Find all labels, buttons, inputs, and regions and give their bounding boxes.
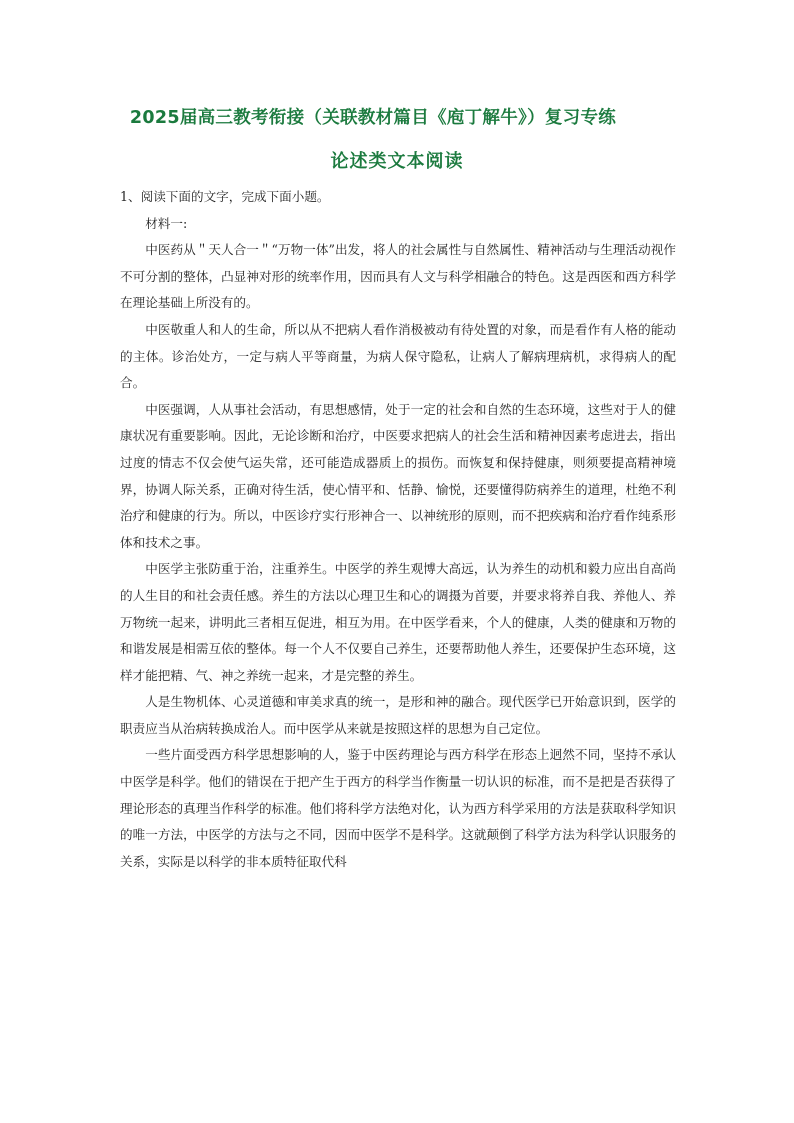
paragraph: 中医强调，人从事社会活动，有思想感情，处于一定的社会和自然的生态环境，这些对于人的健康状况有重要影响。因此，无论诊断和治疗，中医要求把病人的社会生活和精神因素考虑进去，指出过度的情志不仅会使气运失常，还可能造成器质上的损伤。而恢复和保持健康，则须要提高精神境界，协调人际关系，正确对待生活，使心情平和、恬静、愉悦，还要懂得防病养生的道理，杜绝不利治疗和健康的行为。所以，中医诊疗实行形神合一、以神统形的原则，而不把疾病和治疗看作纯系形体和技术之事。	[120, 401, 676, 550]
paragraph: 中医学主张防重于治，注重养生。中医学的养生观博大高远，认为养生的动机和毅力应出自高尚的人生目的和社会责任感。养生的方法以心理卫生和心的调摄为首要，并要求将养自我、养他人、养万物统一起来，讲明此三者相互促进，相互为用。在中医学看来，个人的健康，人类的健康和万物的和谐发展是相需互依的整体。每一个人不仅要自己养生，还要帮助他人养生，还要保护生态环境，这样才能把精、气、神之养统一起来，才是完整的养生。	[120, 561, 676, 683]
question-prompt: 1、阅读下面的文字，完成下面小题。	[120, 189, 330, 204]
paragraph: 中医药从＂天人合一＂“万物一体”出发，将人的社会属性与自然属性、精神活动与生理活动视作不可分割的整体，凸显神对形的统率作用，因而具有人文与科学相融合的特色。这是西医和西方科学在理论基础上所没有的。	[120, 242, 676, 311]
document-title: 2025届高三教考衔接（关联教材篇目《庖丁解牛》）复习专练	[129, 108, 617, 128]
paragraph: 中医敬重人和人的生命，所以从不把病人看作消极被动有待处置的对象，而是看作有人格的能动的主体。诊治处方，一定与病人平等商量，为病人保守隐私，让病人了解病理病机，求得病人的配合。	[120, 321, 676, 391]
paragraph: 一些片面受西方科学思想影响的人，鉴于中医药理论与西方科学在形态上迥然不同，坚持不承认中医学是科学。他们的错误在于把产生于西方的科学当作衡量一切认识的标准，而不是把是否获得了理论形态的真理当作科学的标准。他们将科学方法绝对化，认为西方科学采用的方法是获取科学知识的唯一方法，中医学的方法与之不同，因而中医学不是科学。这就颠倒了科学方法为科学认识服务的关系，实际是以科学的非本质特征取代科	[120, 747, 676, 869]
document-body	[120, 184, 676, 875]
paragraph: 人是生物机体、心灵道德和审美求真的统一，是形和神的融合。现代医学已开始意识到，医学的职责应当从治病转换成治人。而中医学从来就是按照这样的思想为自己定位。	[120, 694, 676, 736]
material-label: 材料一:	[145, 215, 188, 231]
document-subtitle: 论述类文本阅读	[330, 151, 464, 172]
